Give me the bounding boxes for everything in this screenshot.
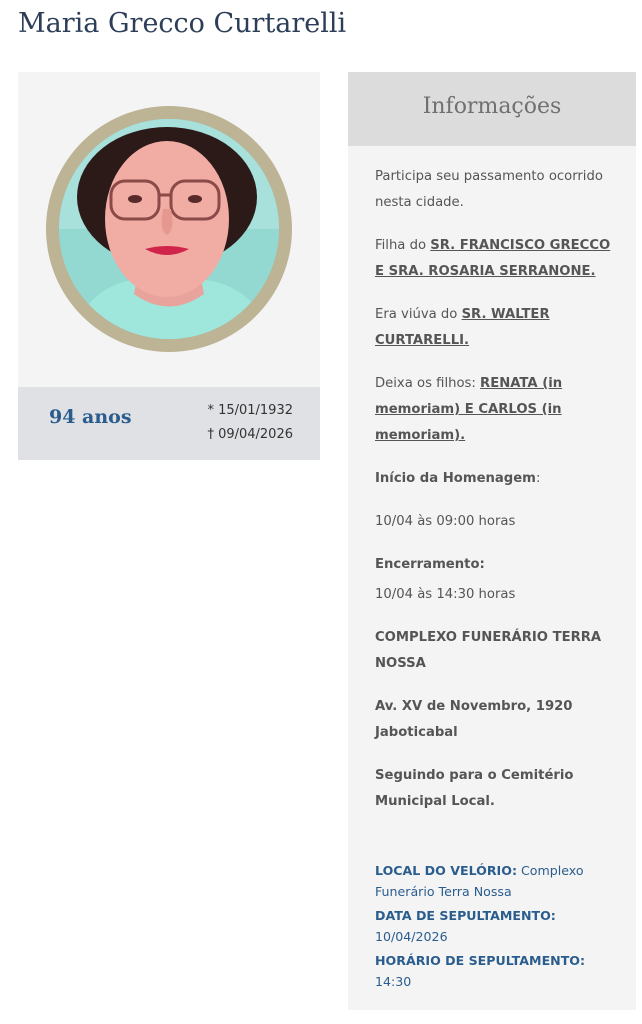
life-dates (207, 399, 293, 447)
children-paragraph (375, 371, 611, 449)
information-card (348, 72, 636, 1010)
burial-date (375, 905, 625, 947)
venue-name-text: COMPLEXO FUNERÁRIO TERRA NOSSA (375, 630, 602, 671)
parents-paragraph (375, 233, 611, 285)
venue-address-text: Av. XV de Novembro, 1920 Jaboticabal (375, 699, 573, 740)
age-label: 94 anos (49, 406, 132, 428)
information-header (348, 72, 636, 146)
burial-time-label: HORÁRIO DE SEPULTAMENTO: (375, 953, 586, 968)
wake-location (375, 860, 625, 902)
venue-name (375, 625, 611, 677)
venue-address (375, 694, 611, 746)
birth-date: * 15/01/1932 (207, 403, 293, 418)
profile-photo (59, 119, 279, 339)
burial-time (375, 950, 625, 992)
children-link[interactable]: RENATA (in memoriam) E CARLOS (in memoriam). (375, 376, 563, 443)
burial-date-value: 10/04/2026 (375, 929, 448, 944)
profile-card (18, 72, 320, 460)
wake-location-value: Complexo Funerário Terra Nossa (375, 863, 584, 899)
information-heading: Informações (422, 94, 562, 119)
tribute-start-colon: : (535, 471, 541, 486)
closing-label: Encerramento: (375, 557, 485, 572)
photo-frame (46, 106, 292, 352)
children-prefix: Deixa os filhos: (375, 376, 481, 391)
tribute-start-time: 10/04 às 09:00 horas (375, 514, 516, 529)
procession-note (375, 763, 611, 815)
wake-location-label: LOCAL DO VELÓRIO: (375, 863, 517, 878)
information-body (375, 164, 611, 832)
passing-notice: Participa seu passamento ocorrido nesta cidade. (375, 169, 603, 210)
parents-prefix: Filha do (375, 238, 431, 253)
burial-date-label: DATA DE SEPULTAMENTO: (375, 908, 556, 923)
closing-time: 10/04 às 14:30 horas (375, 587, 516, 602)
ceremony-details (375, 860, 625, 995)
spouse-paragraph (375, 302, 611, 354)
tribute-start-label: Início da Homenagem (375, 471, 536, 486)
age-bar (18, 387, 320, 460)
tribute-start-heading (375, 466, 611, 492)
spouse-link[interactable]: SR. WALTER CURTARELLI. (375, 307, 550, 348)
page-title: Maria Grecco Curtarelli (18, 8, 347, 39)
death-date: † 09/04/2026 (207, 427, 293, 442)
parents-link[interactable]: SR. FRANCISCO GRECCO E SRA. ROSARIA SERRANONE. (375, 238, 611, 279)
procession-note-text: Seguindo para o Cemitério Municipal Local. (375, 768, 574, 809)
burial-time-value: 14:30 (375, 974, 412, 989)
closing-heading (375, 552, 611, 578)
spouse-prefix: Era viúva do (375, 307, 462, 322)
